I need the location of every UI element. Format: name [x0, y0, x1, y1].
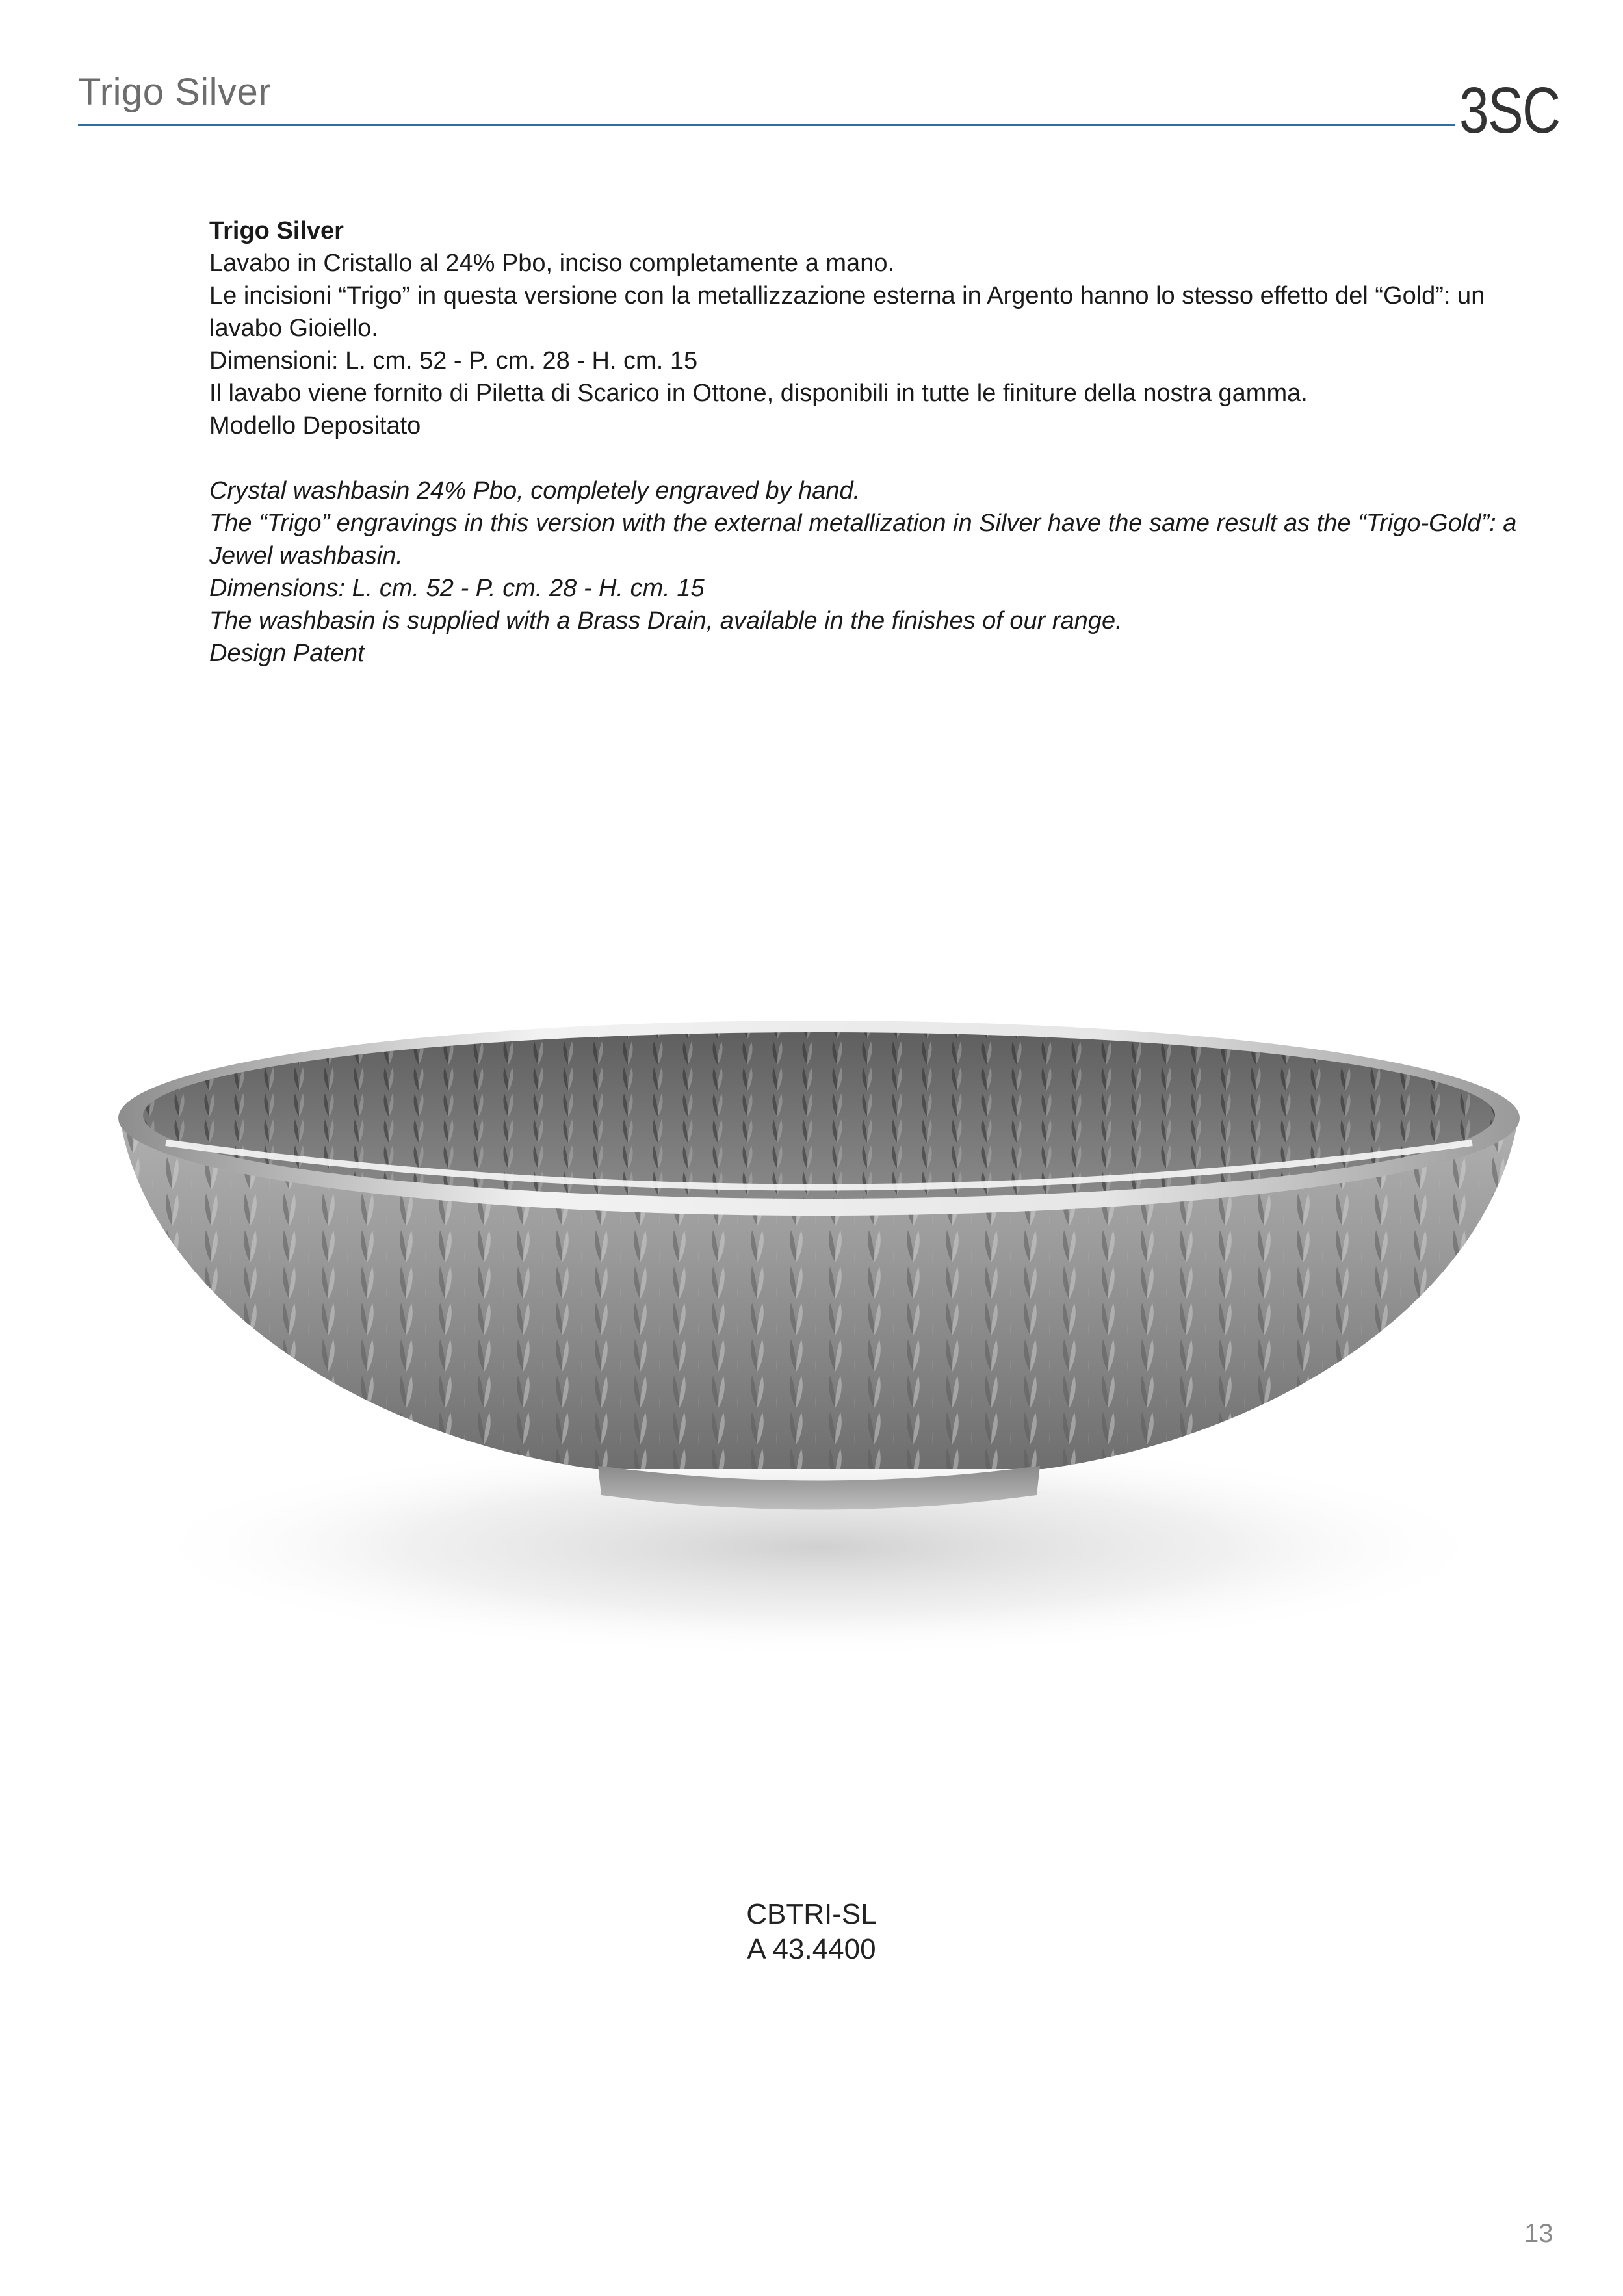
description-it-line-1: Lavabo in Cristallo al 24% Pbo, inciso completamente a mano. [209, 250, 895, 277]
product-code-block [0, 1897, 1623, 1967]
product-description [209, 215, 1561, 670]
description-en-line-4: The washbasin is supplied with a Brass Drain, available in the finishes of our range. [209, 607, 1123, 634]
description-en [209, 475, 1561, 670]
description-it-line-5: Modello Depositato [209, 412, 421, 439]
description-en-line-2: The “Trigo” engravings in this version with the external metallization in Silver have the same result as the “Trigo-Gold”: a Jewel washbasin. [209, 510, 1517, 569]
bowl-inner-engraving [143, 1032, 1495, 1199]
engraved-silver-washbasin-icon [75, 936, 1563, 1898]
brand-logo: 3SC [1459, 74, 1560, 147]
description-title: Trigo Silver [209, 217, 344, 244]
page-number: 13 [1524, 2219, 1553, 2248]
description-it-line-3: Dimensioni: L. cm. 52 - P. cm. 28 - H. cm. 15 [209, 347, 698, 374]
header-rule [78, 124, 1455, 126]
product-article-number: A 43.4400 [747, 1933, 876, 1965]
description-en-line-1: Crystal washbasin 24% Pbo, completely engraved by hand. [209, 477, 861, 504]
page-header-title: Trigo Silver [78, 71, 272, 113]
bowl-shadow [136, 1437, 1501, 1658]
description-it-line-4: Il lavabo viene fornito di Piletta di Scarico in Ottone, disponibili in tutte le finiture della nostra gamma. [209, 380, 1308, 407]
description-it-line-2: Le incisioni “Trigo” in questa versione con la metallizzazione esterna in Argento hanno lo stesso effetto del “Gold”: un lavabo Gioiello. [209, 282, 1485, 342]
description-en-line-5: Design Patent [209, 640, 365, 667]
product-code: CBTRI-SL [746, 1898, 877, 1930]
description-en-line-3: Dimensions: L. cm. 52 - P. cm. 28 - H. cm. 15 [209, 575, 705, 602]
